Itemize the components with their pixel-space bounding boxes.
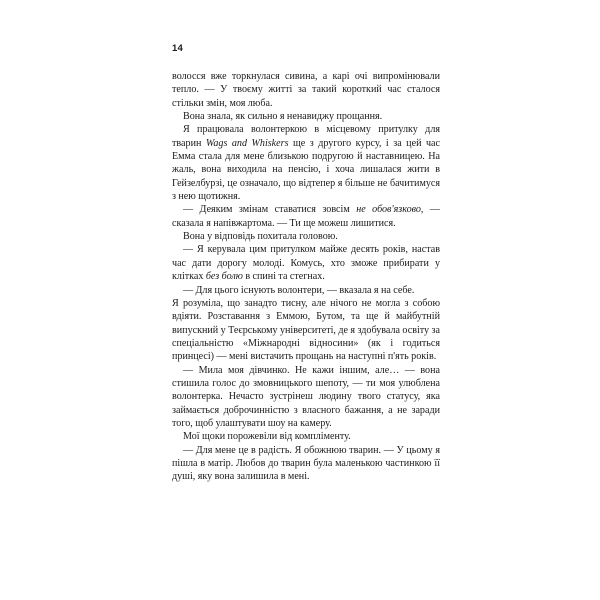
paragraph [172, 284, 440, 297]
paragraph [172, 364, 440, 431]
paragraph-text: Мої щоки порожевіли від компліменту. [183, 431, 351, 443]
italic-emphasis: без болю [205, 271, 243, 283]
paragraph [172, 243, 440, 283]
paragraph [172, 230, 440, 243]
paragraph-text: Вона знала, як сильно я ненавиджу прощання. [183, 111, 383, 123]
italic-title: Wags and Whiskers [205, 137, 289, 149]
paragraph [172, 430, 440, 443]
italic-emphasis: не обов'язково [356, 204, 421, 216]
paragraph [172, 123, 440, 203]
paragraph-text: волосся вже торкнулася сивина, а карі очі випромінювали тепло. — У твоєму житті за такий короткий час сталося стільки змін, моя люба. [172, 71, 440, 109]
paragraph-text-part: , — сказала я напівжартома. — Ти ще можеш лишитися. [172, 204, 441, 229]
paragraph-text-part: Я працювала волонтеркою в місцевому притулку для тварин [172, 124, 440, 149]
paragraph [172, 110, 440, 123]
paragraph-text-part: — Я керувала цим притулком майже десять років, настав час дати дорогу молоді. Комусь, хто зможе прибирати у клітках [172, 244, 440, 283]
paragraph [172, 297, 440, 364]
paragraph [172, 203, 440, 230]
paragraph-text: — Для цього існують волонтери, — вказала я на себе. [183, 284, 415, 296]
paragraph-text-part: ще з другого курсу, і за цей час Емма стала для мене близькою подругою й наставницею. На жаль, вона виходила на пенсію, і хоча лишалася жити в Гейзелбурзі, це означало, що відтепер я більше не бачитимуся з нею щотижня. [172, 137, 440, 203]
paragraph [172, 70, 440, 110]
paragraph-text: Я розуміла, що занадто тисну, але нічого не могла з собою вдіяти. Розставання з Еммою, Бутом, та ще й майбутній випускний у Теєрському університеті, де я здобувала освіту за спеціальністю «Міжнародні відносини» (як і годиться принцесі) — мені вистачить прощань на наступні п'ять років. [172, 297, 440, 363]
body-text-block [172, 70, 440, 484]
paragraph-text: — Для мене це в радість. Я обожнюю тварин. — У цьому я пішла в матір. Любов до тварин була маленькою частинкою її душі, яку вона залишила в мені. [172, 444, 440, 483]
paragraph-text: Вона у відповідь похитала головою. [183, 231, 338, 243]
paragraph-text-part: — Деяким змінам ставатися зовсім [183, 204, 357, 216]
paragraph-text-part: в спині та стегнах. [242, 271, 325, 283]
paragraph-text: — Мила моя дівчинко. Не кажи іншим, але… — вона стишила голос до змовницького шепоту, — ти моя улюблена волонтерка. Нечасто зустрінеш людину твого статусу, яка займається доброчинністю з власного бажання, а не заради того, щоб улаштувати шоу на камеру. [172, 364, 440, 429]
paragraph [172, 444, 440, 484]
page-number: 14 [172, 43, 183, 54]
